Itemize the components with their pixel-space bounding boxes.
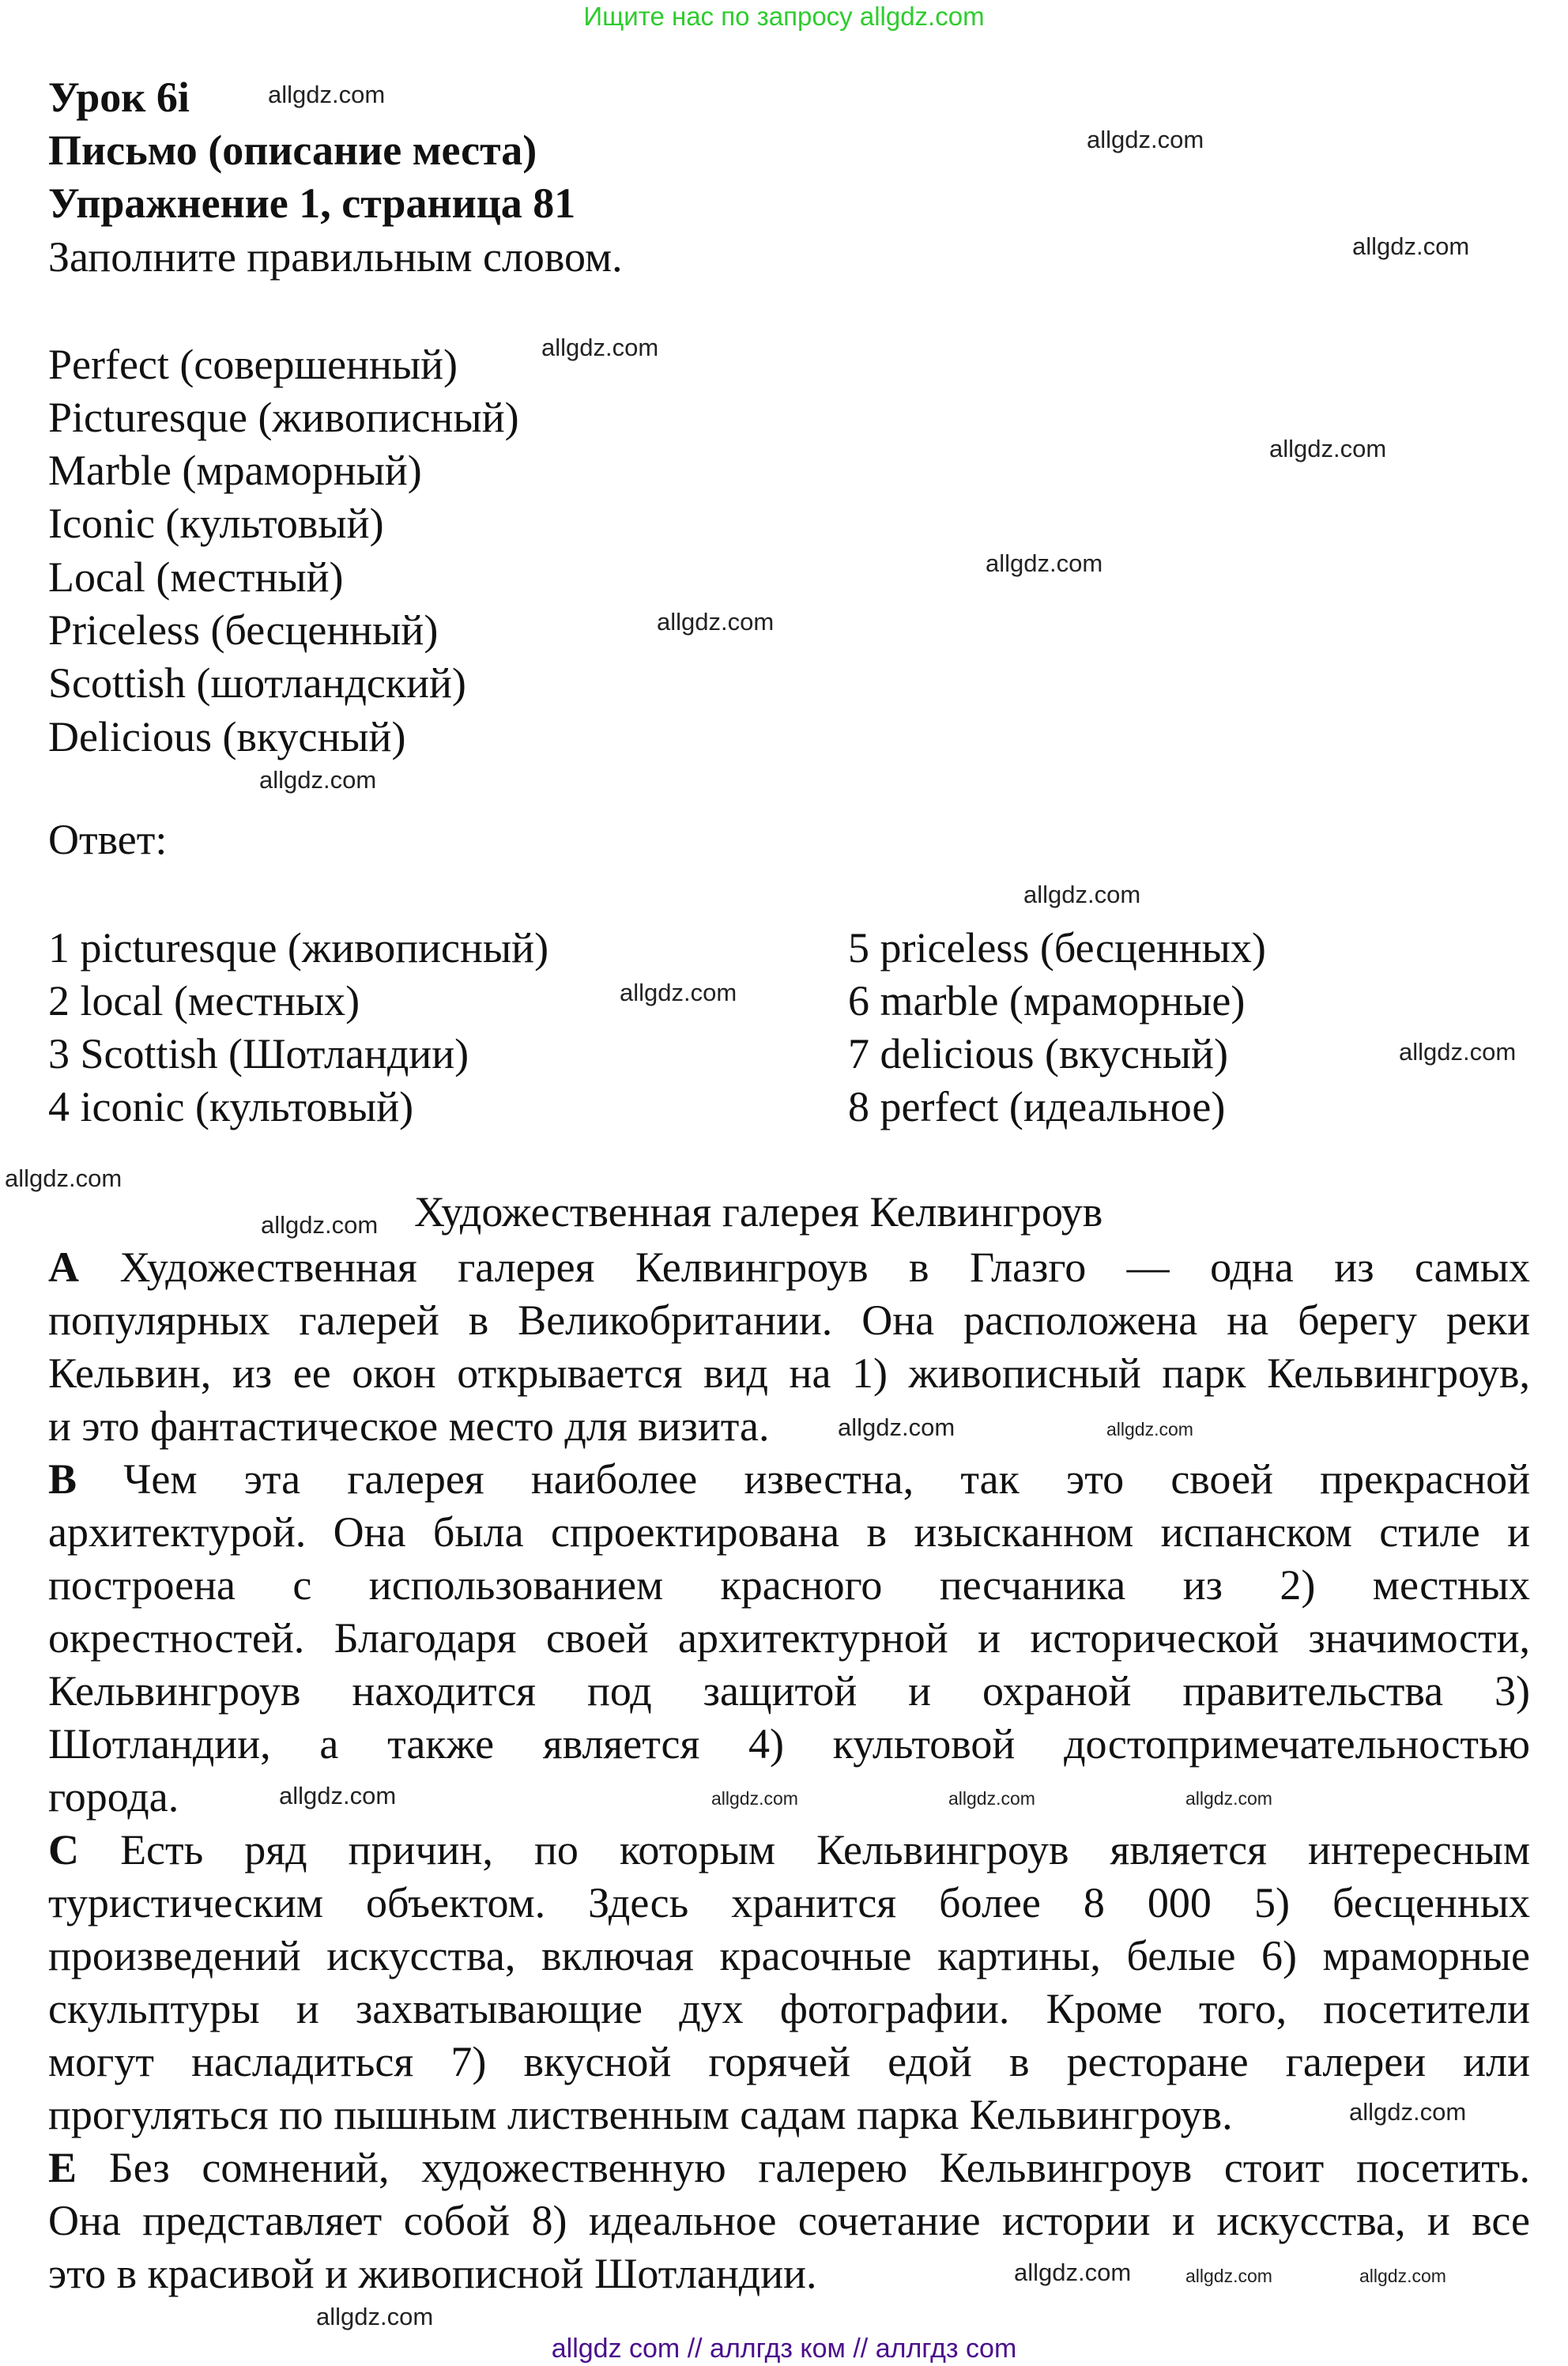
text-line (48, 1508, 1530, 1556)
text-line (48, 1773, 179, 1821)
text-line-content: Есть ряд причин, по которым Кельвингроув является интересным (120, 1825, 1530, 1874)
word-item: Scottish (шотландский) (48, 659, 466, 708)
text-line-content: Шотландии, а также является 4) культовой достопримечательностью (48, 1719, 1530, 1768)
watermark: allgdz.com (657, 608, 775, 636)
watermark: allgdz.com (268, 81, 386, 108)
text-line-content: Без сомнений, художественную галерею Кельвингроув стоит посетить. (108, 2143, 1530, 2191)
word-item: Perfect (совершенный) (48, 340, 458, 388)
watermark: allgdz.com (1014, 2258, 1132, 2286)
text-title: Художественная галерея Келвингроув (414, 1188, 1103, 1236)
answer-item: 6 marble (мраморные) (848, 976, 1246, 1025)
watermark: allgdz.com (316, 2303, 434, 2330)
text-line (48, 1561, 1530, 1609)
text-line-content: прогуляться по пышным лиственным садам парка Кельвингроув. (48, 2090, 1233, 2138)
answer-item: 2 local (местных) (48, 976, 360, 1025)
text-line (48, 1985, 1530, 2032)
text-line-content: построена с использованием красного песчаника из 2) местных (48, 1560, 1530, 1609)
exercise-title: Упражнение 1, страница 81 (48, 179, 576, 227)
watermark: allgdz.com (620, 979, 737, 1006)
answer-item: 4 iconic (культовый) (48, 1082, 414, 1130)
watermark: allgdz.com (1359, 2266, 1446, 2286)
text-line (48, 1667, 1530, 1715)
text-line-content: это в красивой и живописной Шотландии. (48, 2249, 817, 2297)
paragraph-letter: E (48, 2143, 77, 2191)
text-line (48, 1614, 1530, 1662)
word-item: Priceless (бесценный) (48, 606, 439, 654)
text-line (48, 2250, 817, 2297)
text-line-content: скульптуры и захватывающие дух фотографии. Кроме того, посетители (48, 1984, 1530, 2032)
word-item: Local (местный) (48, 553, 344, 601)
answer-item: 8 perfect (идеальное) (848, 1082, 1226, 1130)
text-line (48, 1349, 1530, 1397)
text-line (48, 1879, 1530, 1926)
watermark: allgdz.com (1269, 435, 1387, 462)
text-line-content: архитектурой. Она была спроектирована в изысканном испанском стиле и (48, 1508, 1530, 1556)
watermark: allgdz.com (1185, 2266, 1272, 2286)
lesson-title: Урок 6i (48, 74, 190, 121)
paragraph-letter: A (48, 1243, 79, 1291)
watermark: allgdz.com (986, 549, 1103, 577)
watermark: allgdz.com (259, 766, 377, 794)
watermark: allgdz.com (541, 334, 659, 361)
text-line-content: Кельвин, из ее окон открывается вид на 1) живописный парк Кельвингроув, (48, 1349, 1530, 1397)
text-line-content: города. (48, 1772, 179, 1821)
text-line (48, 2197, 1530, 2244)
text-line-content: могут насладиться 7) вкусной горячей едой в ресторане галереи или (48, 2037, 1530, 2085)
text-line (48, 1296, 1530, 1344)
word-item: Picturesque (живописный) (48, 393, 519, 441)
text-line-content: популярных галерей в Великобритании. Она расположена на берегу реки (48, 1296, 1530, 1344)
text-line (48, 1243, 1530, 1291)
text-line (48, 1455, 1530, 1503)
text-line-content: Художественная галерея Келвингроув в Глазго — одна из самых (119, 1243, 1530, 1291)
text-line (48, 1826, 1530, 1874)
answer-label: Ответ: (48, 816, 168, 863)
watermark: allgdz.com (711, 1788, 798, 1809)
footer: allgdz com // аллгдз ком // аллгдз com (551, 2334, 1017, 2364)
text-line-content: Кельвингроув находится под защитой и охраной правительства 3) (48, 1666, 1530, 1715)
watermark: allgdz.com (261, 1211, 379, 1239)
answer-item: 7 delicious (вкусный) (848, 1029, 1228, 1077)
answer-item: 5 priceless (бесценных) (848, 923, 1266, 972)
text-line (48, 2091, 1233, 2138)
watermark: allgdz.com (1185, 1788, 1272, 1809)
top-banner: Ищите нас по запросу allgdz.com (583, 2, 985, 31)
text-line (48, 1720, 1530, 1768)
instruction: Заполните правильным словом. (48, 233, 623, 281)
watermark: allgdz.com (1349, 2098, 1467, 2126)
text-line (48, 1932, 1530, 1979)
text-line-content: Чем эта галерея наиболее известна, так это своей прекрасной (123, 1455, 1530, 1503)
text-line-content: окрестностей. Благодаря своей архитектурной и исторической значимости, (48, 1613, 1530, 1662)
watermark: allgdz.com (838, 1413, 956, 1441)
text-line-content: произведений искусства, включая красочные картины, белые 6) мраморные (48, 1931, 1530, 1979)
text-line-content: туристическим объектом. Здесь хранится более 8 000 5) бесценных (48, 1878, 1530, 1926)
answer-item: 1 picturesque (живописный) (48, 923, 549, 972)
watermark: allgdz.com (1399, 1038, 1517, 1066)
text-line (48, 2038, 1530, 2085)
paragraph-letter: C (48, 1825, 79, 1874)
text-line (48, 2144, 1530, 2191)
watermark: allgdz.com (5, 1164, 122, 1192)
watermark: allgdz.com (1106, 1419, 1193, 1440)
watermark: allgdz.com (1352, 232, 1470, 260)
text-line-content: Она представляет собой 8) идеальное сочетание истории и искусства, и все (48, 2196, 1530, 2244)
paragraph-letter: B (48, 1455, 77, 1503)
text-line-content: и это фантастическое место для визита. (48, 1402, 770, 1450)
word-item: Delicious (вкусный) (48, 712, 406, 760)
answer-item: 3 Scottish (Шотландии) (48, 1029, 469, 1077)
word-item: Marble (мраморный) (48, 447, 422, 495)
word-item: Iconic (культовый) (48, 500, 384, 548)
topic-title: Письмо (описание места) (48, 126, 537, 174)
watermark: allgdz.com (279, 1782, 397, 1809)
watermark: allgdz.com (948, 1788, 1035, 1809)
watermark: allgdz.com (1023, 881, 1141, 908)
text-line (48, 1402, 770, 1450)
watermark: allgdz.com (1087, 126, 1204, 153)
